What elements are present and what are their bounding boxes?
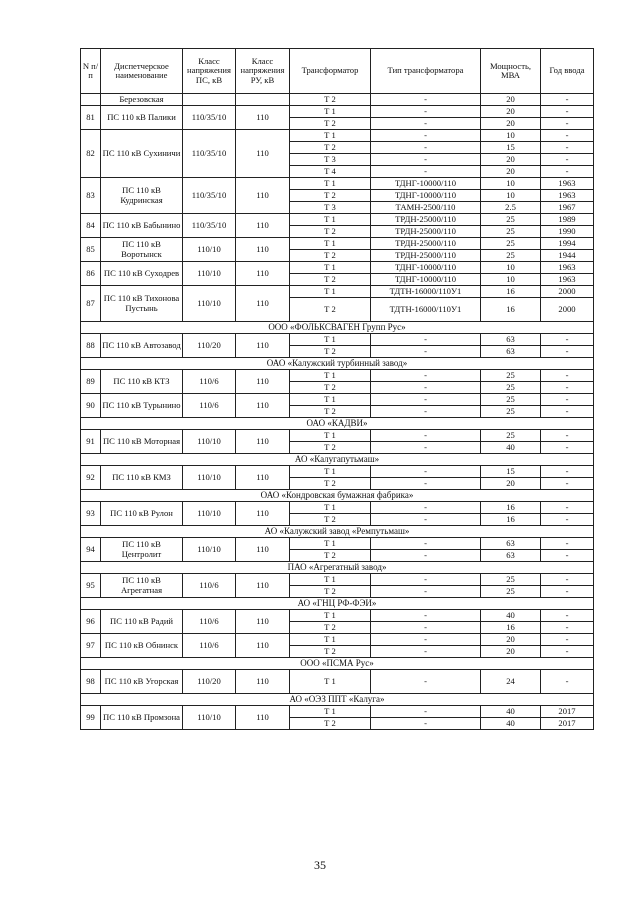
row-number: 97 <box>81 634 101 658</box>
section-title: АО «ОЭЗ ППТ «Калуга» <box>81 694 594 706</box>
section-title: ООО «ФОЛЬКСВАГЕН Групп Рус» <box>81 322 594 334</box>
section-title: ОАО «Кондровская бумажная фабрика» <box>81 490 594 502</box>
transformer-id: Т 1 <box>290 574 371 586</box>
section-title: ОАО «КАДВИ» <box>81 418 594 430</box>
transformer-id: Т 3 <box>290 202 371 214</box>
table-row <box>81 106 594 118</box>
table-row <box>81 214 594 226</box>
commission-year: 2017 <box>541 706 594 718</box>
transformer-id: Т 2 <box>290 94 371 106</box>
voltage-class-ru: 110 <box>236 214 290 238</box>
section-title: АО «ГНЦ РФ-ФЭИ» <box>81 598 594 610</box>
voltage-class-ps: 110/10 <box>183 286 236 322</box>
table-row <box>81 394 594 406</box>
transformer-id: Т 2 <box>290 718 371 730</box>
table-row <box>81 130 594 142</box>
transformer-power: 24 <box>481 670 541 694</box>
row-number: 90 <box>81 394 101 418</box>
row-number: 91 <box>81 430 101 454</box>
transformer-type: - <box>371 106 481 118</box>
substation-name: ПС 110 кВ Агрегатная <box>101 574 183 598</box>
transformer-id: Т 1 <box>290 670 371 694</box>
transformer-power: 20 <box>481 634 541 646</box>
table-row <box>81 634 594 646</box>
commission-year: 1963 <box>541 274 594 286</box>
commission-year: - <box>541 538 594 550</box>
substation-name: ПС 110 кВ Радий <box>101 610 183 634</box>
transformer-type: - <box>371 706 481 718</box>
transformer-type: - <box>371 442 481 454</box>
voltage-class-ps: 110/10 <box>183 466 236 490</box>
voltage-class-ps: 110/6 <box>183 634 236 658</box>
voltage-class-ps: 110/35/10 <box>183 214 236 238</box>
substation-name: ПС 110 кВ Воротынск <box>101 238 183 262</box>
row-number: 84 <box>81 214 101 238</box>
transformer-id: Т 2 <box>290 514 371 526</box>
row-number: 98 <box>81 670 101 694</box>
substation-name: ПС 110 кВ Суходрев <box>101 262 183 286</box>
section-row <box>81 454 594 466</box>
transformer-id: Т 2 <box>290 190 371 202</box>
commission-year: - <box>541 586 594 598</box>
table-row <box>81 334 594 346</box>
transformer-power: 63 <box>481 334 541 346</box>
transformer-id: Т 1 <box>290 214 371 226</box>
row-number: 86 <box>81 262 101 286</box>
substation-name: ПС 110 кВ Моторная <box>101 430 183 454</box>
transformer-type: - <box>371 142 481 154</box>
row-number: 89 <box>81 370 101 394</box>
header-type: Тип трансформатора <box>371 49 481 94</box>
section-title: ОАО «Калужский турбинный завод» <box>81 358 594 370</box>
transformer-type: - <box>371 622 481 634</box>
substation-name: ПС 110 кВ Тихонова Пустынь <box>101 286 183 322</box>
transformer-type: - <box>371 346 481 358</box>
commission-year: - <box>541 574 594 586</box>
transformer-power: 25 <box>481 238 541 250</box>
transformer-id: Т 1 <box>290 502 371 514</box>
transformer-type: - <box>371 502 481 514</box>
transformer-type: - <box>371 154 481 166</box>
section-row <box>81 598 594 610</box>
row-number: 94 <box>81 538 101 562</box>
transformer-type: ТРДН-25000/110 <box>371 238 481 250</box>
transformer-power: 20 <box>481 106 541 118</box>
table-row <box>81 286 594 298</box>
substation-name: Березовская <box>101 94 183 106</box>
voltage-class-ru: 110 <box>236 538 290 562</box>
table-row <box>81 370 594 382</box>
transformer-id: Т 2 <box>290 118 371 130</box>
voltage-class-ru: 110 <box>236 610 290 634</box>
substations-table <box>80 48 594 730</box>
transformer-type: - <box>371 118 481 130</box>
voltage-class-ru: 110 <box>236 430 290 454</box>
table-row <box>81 574 594 586</box>
commission-year: 2017 <box>541 718 594 730</box>
transformer-power: 40 <box>481 442 541 454</box>
transformer-power: 25 <box>481 382 541 394</box>
transformer-power: 20 <box>481 646 541 658</box>
commission-year: 2000 <box>541 286 594 298</box>
commission-year: - <box>541 622 594 634</box>
section-title: ООО «ПСМА Рус» <box>81 658 594 670</box>
section-row <box>81 694 594 706</box>
header-name: Диспетчерское наименование <box>101 49 183 94</box>
table-row <box>81 502 594 514</box>
transformer-power: 25 <box>481 226 541 238</box>
transformer-power: 25 <box>481 406 541 418</box>
transformer-power: 25 <box>481 574 541 586</box>
voltage-class-ps: 110/20 <box>183 334 236 358</box>
transformer-power: 10 <box>481 274 541 286</box>
substation-name: ПС 110 кВ Промзона <box>101 706 183 730</box>
row-number: 95 <box>81 574 101 598</box>
row-number: 87 <box>81 286 101 322</box>
voltage-class-ps: 110/6 <box>183 610 236 634</box>
voltage-class-ru: 110 <box>236 130 290 178</box>
commission-year: 1963 <box>541 190 594 202</box>
voltage-class-ps: 110/10 <box>183 538 236 562</box>
transformer-type: - <box>371 646 481 658</box>
header-class-ru: Класс напряжения РУ, кВ <box>236 49 290 94</box>
transformer-power: 16 <box>481 298 541 322</box>
transformer-id: Т 1 <box>290 538 371 550</box>
voltage-class-ru: 110 <box>236 178 290 214</box>
transformer-type: - <box>371 130 481 142</box>
transformer-type: - <box>371 370 481 382</box>
table-row <box>81 538 594 550</box>
transformer-id: Т 2 <box>290 250 371 262</box>
transformer-type: ТРДН-25000/110 <box>371 250 481 262</box>
row-number: 93 <box>81 502 101 526</box>
commission-year: - <box>541 466 594 478</box>
commission-year: - <box>541 514 594 526</box>
transformer-power: 15 <box>481 142 541 154</box>
transformer-type: - <box>371 574 481 586</box>
voltage-class-ps: 110/10 <box>183 238 236 262</box>
transformer-id: Т 2 <box>290 586 371 598</box>
voltage-class-ru: 110 <box>236 670 290 694</box>
transformer-power: 20 <box>481 118 541 130</box>
transformer-type: - <box>371 430 481 442</box>
transformer-power: 10 <box>481 130 541 142</box>
section-title: ПАО «Агрегатный завод» <box>81 562 594 574</box>
section-row <box>81 322 594 334</box>
transformer-id: Т 2 <box>290 298 371 322</box>
transformer-type: - <box>371 634 481 646</box>
section-title: АО «Калугапутьмаш» <box>81 454 594 466</box>
transformer-type: - <box>371 514 481 526</box>
transformer-id: Т 1 <box>290 334 371 346</box>
transformer-power: 16 <box>481 622 541 634</box>
voltage-class-ps <box>183 94 236 106</box>
transformer-id: Т 2 <box>290 406 371 418</box>
voltage-class-ps: 110/10 <box>183 262 236 286</box>
substation-name: ПС 110 кВ КМЗ <box>101 466 183 490</box>
table-row <box>81 466 594 478</box>
transformer-power: 10 <box>481 178 541 190</box>
voltage-class-ru: 110 <box>236 286 290 322</box>
row-number: 83 <box>81 178 101 214</box>
transformer-id: Т 1 <box>290 610 371 622</box>
commission-year: - <box>541 334 594 346</box>
transformer-power: 20 <box>481 154 541 166</box>
voltage-class-ru: 110 <box>236 238 290 262</box>
substation-name: ПС 110 кВ КТЗ <box>101 370 183 394</box>
transformer-type: - <box>371 334 481 346</box>
voltage-class-ru: 110 <box>236 394 290 418</box>
voltage-class-ru: 110 <box>236 574 290 598</box>
transformer-power: 20 <box>481 94 541 106</box>
transformer-id: Т 2 <box>290 478 371 490</box>
transformer-power: 20 <box>481 166 541 178</box>
voltage-class-ps: 110/35/10 <box>183 106 236 130</box>
transformer-type: - <box>371 586 481 598</box>
substation-name: ПС 110 кВ Кудринская <box>101 178 183 214</box>
commission-year: - <box>541 634 594 646</box>
header-power: Мощность, МВА <box>481 49 541 94</box>
transformer-id: Т 2 <box>290 346 371 358</box>
voltage-class-ru: 110 <box>236 106 290 130</box>
commission-year: - <box>541 502 594 514</box>
voltage-class-ru: 110 <box>236 634 290 658</box>
voltage-class-ru: 110 <box>236 706 290 730</box>
substation-name: ПС 110 кВ Центролит <box>101 538 183 562</box>
voltage-class-ps: 110/6 <box>183 370 236 394</box>
transformer-type: - <box>371 394 481 406</box>
commission-year: - <box>541 130 594 142</box>
voltage-class-ru: 110 <box>236 334 290 358</box>
transformer-id: Т 1 <box>290 106 371 118</box>
transformer-power: 63 <box>481 550 541 562</box>
commission-year: - <box>541 442 594 454</box>
transformer-power: 25 <box>481 250 541 262</box>
transformer-power: 25 <box>481 586 541 598</box>
commission-year: 1967 <box>541 202 594 214</box>
transformer-id: Т 1 <box>290 262 371 274</box>
commission-year: 1990 <box>541 226 594 238</box>
section-row <box>81 418 594 430</box>
table-row <box>81 94 594 106</box>
transformer-power: 16 <box>481 502 541 514</box>
substation-name: ПС 110 кВ Обнинск <box>101 634 183 658</box>
voltage-class-ru: 110 <box>236 466 290 490</box>
commission-year: - <box>541 550 594 562</box>
transformer-id: Т 1 <box>290 430 371 442</box>
transformer-power: 2.5 <box>481 202 541 214</box>
transformer-id: Т 2 <box>290 550 371 562</box>
row-number: 99 <box>81 706 101 730</box>
header-num: N п/п <box>81 49 101 94</box>
transformer-power: 63 <box>481 346 541 358</box>
voltage-class-ps: 110/20 <box>183 670 236 694</box>
transformer-power: 25 <box>481 370 541 382</box>
transformer-id: Т 1 <box>290 634 371 646</box>
transformer-power: 20 <box>481 478 541 490</box>
table-row <box>81 238 594 250</box>
transformer-type: - <box>371 538 481 550</box>
transformer-type: ТДНГ-10000/110 <box>371 262 481 274</box>
transformer-power: 25 <box>481 214 541 226</box>
transformer-id: Т 2 <box>290 142 371 154</box>
row-number: 96 <box>81 610 101 634</box>
table-row <box>81 262 594 274</box>
transformer-type: - <box>371 466 481 478</box>
transformer-power: 16 <box>481 286 541 298</box>
commission-year: 1994 <box>541 238 594 250</box>
voltage-class-ps: 110/6 <box>183 394 236 418</box>
commission-year: - <box>541 142 594 154</box>
row-number <box>81 94 101 106</box>
commission-year: - <box>541 394 594 406</box>
transformer-type: ТАМН-2500/110 <box>371 202 481 214</box>
voltage-class-ps: 110/10 <box>183 430 236 454</box>
transformer-type: ТДНГ-10000/110 <box>371 274 481 286</box>
section-row <box>81 358 594 370</box>
commission-year: 1989 <box>541 214 594 226</box>
transformer-id: Т 1 <box>290 130 371 142</box>
page-number: 35 <box>314 858 326 872</box>
voltage-class-ps: 110/10 <box>183 706 236 730</box>
commission-year: - <box>541 646 594 658</box>
commission-year: - <box>541 154 594 166</box>
transformer-type: - <box>371 382 481 394</box>
transformer-id: Т 2 <box>290 622 371 634</box>
table-row <box>81 430 594 442</box>
transformer-type: ТРДН-25000/110 <box>371 226 481 238</box>
voltage-class-ps: 110/35/10 <box>183 130 236 178</box>
transformer-type: - <box>371 478 481 490</box>
transformer-id: Т 1 <box>290 286 371 298</box>
transformer-type: - <box>371 718 481 730</box>
commission-year: 1963 <box>541 262 594 274</box>
row-number: 82 <box>81 130 101 178</box>
transformer-type: ТДНГ-10000/110 <box>371 190 481 202</box>
substation-name: ПС 110 кВ Сухиничи <box>101 130 183 178</box>
substation-name: ПС 110 кВ Бабынино <box>101 214 183 238</box>
commission-year: - <box>541 118 594 130</box>
header-row <box>81 49 594 94</box>
transformer-power: 25 <box>481 430 541 442</box>
row-number: 85 <box>81 238 101 262</box>
transformer-power: 15 <box>481 466 541 478</box>
transformer-id: Т 2 <box>290 274 371 286</box>
header-transformer: Трансформатор <box>290 49 371 94</box>
transformer-power: 40 <box>481 610 541 622</box>
transformer-type: ТДТН-16000/110У1 <box>371 298 481 322</box>
transformer-type: - <box>371 406 481 418</box>
transformer-type: - <box>371 94 481 106</box>
transformer-id: Т 1 <box>290 466 371 478</box>
transformer-id: Т 1 <box>290 706 371 718</box>
commission-year: - <box>541 406 594 418</box>
transformer-id: Т 2 <box>290 442 371 454</box>
voltage-class-ps: 110/10 <box>183 502 236 526</box>
header-class-ps: Класс напряжения ПС, кВ <box>183 49 236 94</box>
section-row <box>81 490 594 502</box>
transformer-power: 25 <box>481 394 541 406</box>
substation-name: ПС 110 кВ Палики <box>101 106 183 130</box>
transformer-power: 63 <box>481 538 541 550</box>
voltage-class-ps: 110/35/10 <box>183 178 236 214</box>
table-row <box>81 610 594 622</box>
section-row <box>81 658 594 670</box>
commission-year: - <box>541 106 594 118</box>
commission-year: 2000 <box>541 298 594 322</box>
commission-year: - <box>541 430 594 442</box>
table-body <box>81 94 594 730</box>
transformer-id: Т 1 <box>290 178 371 190</box>
transformer-id: Т 4 <box>290 166 371 178</box>
transformer-type: - <box>371 166 481 178</box>
substation-name: ПС 110 кВ Угорская <box>101 670 183 694</box>
voltage-class-ru: 110 <box>236 370 290 394</box>
voltage-class-ps: 110/6 <box>183 574 236 598</box>
transformer-id: Т 1 <box>290 238 371 250</box>
transformer-type: ТДТН-16000/110У1 <box>371 286 481 298</box>
commission-year: - <box>541 670 594 694</box>
table-row <box>81 706 594 718</box>
transformer-id: Т 3 <box>290 154 371 166</box>
commission-year: - <box>541 166 594 178</box>
commission-year: - <box>541 370 594 382</box>
commission-year: - <box>541 94 594 106</box>
transformer-power: 40 <box>481 706 541 718</box>
transformer-id: Т 1 <box>290 370 371 382</box>
substation-name: ПС 110 кВ Автозавод <box>101 334 183 358</box>
transformer-power: 10 <box>481 190 541 202</box>
transformer-power: 16 <box>481 514 541 526</box>
section-row <box>81 526 594 538</box>
transformer-power: 10 <box>481 262 541 274</box>
table-row <box>81 178 594 190</box>
row-number: 92 <box>81 466 101 490</box>
transformer-id: Т 1 <box>290 394 371 406</box>
transformer-type: - <box>371 550 481 562</box>
substation-name: ПС 110 кВ Рулон <box>101 502 183 526</box>
voltage-class-ru: 110 <box>236 262 290 286</box>
transformer-id: Т 2 <box>290 226 371 238</box>
transformer-id: Т 2 <box>290 382 371 394</box>
transformer-power: 40 <box>481 718 541 730</box>
transformer-type: ТДНГ-10000/110 <box>371 178 481 190</box>
transformer-id: Т 2 <box>290 646 371 658</box>
header-year: Год ввода <box>541 49 594 94</box>
commission-year: - <box>541 346 594 358</box>
commission-year: - <box>541 382 594 394</box>
commission-year: - <box>541 478 594 490</box>
commission-year: - <box>541 610 594 622</box>
section-title: АО «Калужский завод «Ремпутьмаш» <box>81 526 594 538</box>
substation-name: ПС 110 кВ Турынино <box>101 394 183 418</box>
voltage-class-ru <box>236 94 290 106</box>
table-row <box>81 670 594 694</box>
voltage-class-ru: 110 <box>236 502 290 526</box>
transformer-type: ТРДН-25000/110 <box>371 214 481 226</box>
row-number: 88 <box>81 334 101 358</box>
row-number: 81 <box>81 106 101 130</box>
transformer-type: - <box>371 610 481 622</box>
section-row <box>81 562 594 574</box>
commission-year: 1963 <box>541 178 594 190</box>
transformer-type: - <box>371 670 481 694</box>
commission-year: 1944 <box>541 250 594 262</box>
